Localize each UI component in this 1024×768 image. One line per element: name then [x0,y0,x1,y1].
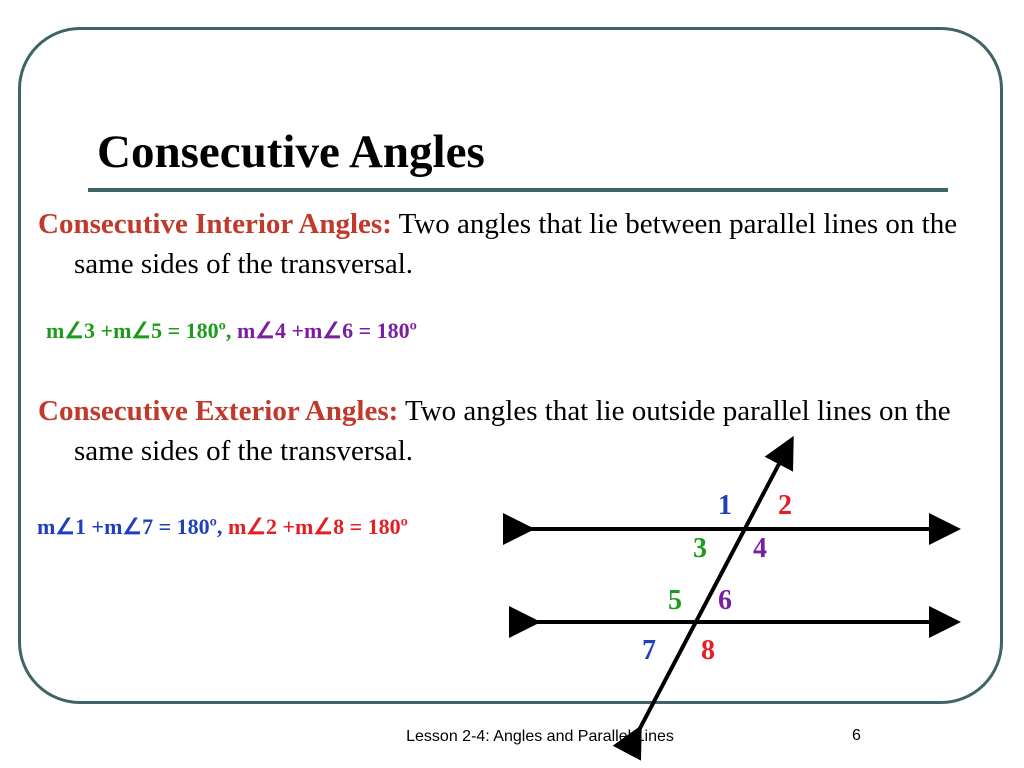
interior-eq-part2: m∠4 +m∠6 = 180º [231,318,417,343]
slide-title: Consecutive Angles [97,126,485,178]
footer-lesson: Lesson 2-4: Angles and Parallel Lines [406,728,674,745]
angle-label-8: 8 [701,635,715,666]
angle-label-2: 2 [778,490,792,521]
angle-label-3: 3 [693,533,707,564]
interior-eq-part1: m∠3 +m∠5 = 180º, [46,318,232,343]
angle-label-1: 1 [718,490,732,521]
exterior-text: Two angles that lie outside parallel lines on the same sides of the transversal. [74,395,951,467]
exterior-eq-part1: m∠1 +m∠7 = 180º, [37,514,223,539]
angle-label-6: 6 [718,585,732,616]
angle-label-7: 7 [642,635,656,666]
angle-label-5: 5 [668,585,682,616]
footer-page-number: 6 [852,727,861,744]
angle-label-4: 4 [753,533,767,564]
exterior-term: Consecutive Exterior Angles: [38,395,399,427]
exterior-eq-part2: m∠2 +m∠8 = 180º [222,514,408,539]
transversal-line [638,443,790,732]
interior-text: Two angles that lie between parallel lines on the same sides of the transversal. [74,208,958,280]
interior-term: Consecutive Interior Angles: [38,208,392,240]
